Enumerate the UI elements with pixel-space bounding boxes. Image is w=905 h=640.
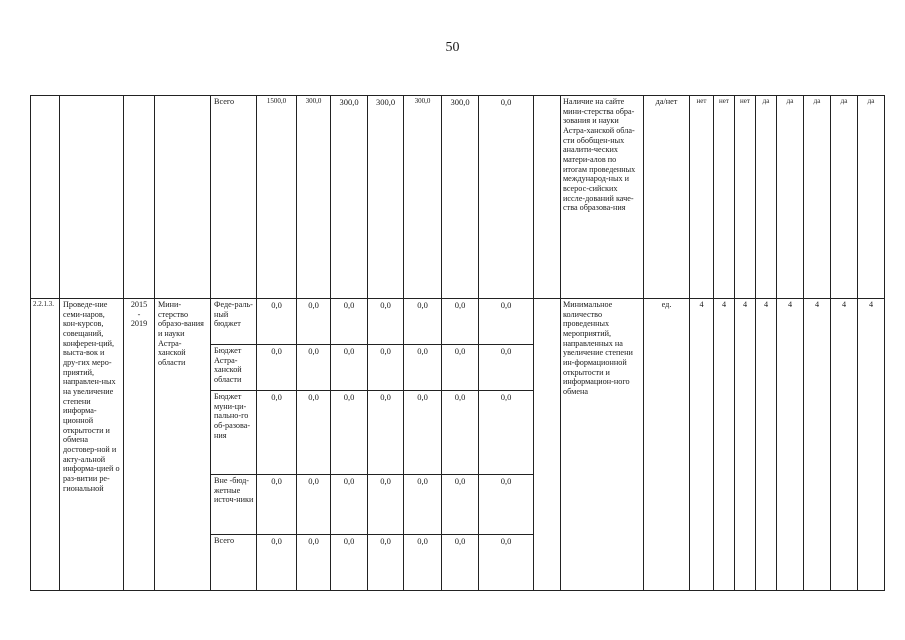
item-name: Проведе-ние семи-наров, кон-курсов, совещаний, конферен-ций, выста-вок и дру-гих меро-приятий, направлен-ных на увеличение степени информа-ционной открытости и обмена достовер-ной и акту-альной информа-цией о раз-витии ре-гиональной <box>60 299 124 591</box>
value-cell: 0,0 <box>331 299 368 345</box>
value-cell: 0,0 <box>479 345 534 391</box>
target-cell: да <box>804 96 831 299</box>
value-cell: 0,0 <box>257 475 297 535</box>
value-cell: 0,0 <box>331 345 368 391</box>
value-cell: 0,0 <box>404 475 442 535</box>
target-cell: 4 <box>777 299 804 591</box>
period-dash: - <box>137 309 141 319</box>
empty-cell <box>60 96 124 299</box>
target-cell: 4 <box>714 299 735 591</box>
value-cell: 0,0 <box>404 391 442 475</box>
source-cell: Бюджет Астра-ханской области <box>211 345 257 391</box>
value-cell: 0,0 <box>368 535 404 591</box>
target-cell: 4 <box>804 299 831 591</box>
value-cell: 0,0 <box>404 535 442 591</box>
value-cell: 0,0 <box>297 299 331 345</box>
value-cell: 300,0 <box>331 96 368 299</box>
value-cell: 1500,0 <box>257 96 297 299</box>
value-cell: 0,0 <box>442 535 479 591</box>
target-cell: да <box>756 96 777 299</box>
value-cell: 0,0 <box>368 391 404 475</box>
source-cell: Вне -бюд-жетные источ-ники <box>211 475 257 535</box>
value-cell: 0,0 <box>257 345 297 391</box>
value-cell: 0,0 <box>331 391 368 475</box>
value-cell: 0,0 <box>368 345 404 391</box>
item-period <box>124 299 155 591</box>
target-cell: нет <box>714 96 735 299</box>
target-cell: нет <box>690 96 714 299</box>
value-cell: 300,0 <box>404 96 442 299</box>
page-number: 50 <box>445 40 460 55</box>
unit-cell: да/нет <box>644 96 690 299</box>
target-cell: 4 <box>756 299 777 591</box>
value-cell: 0,0 <box>257 391 297 475</box>
empty-cell <box>534 96 561 299</box>
value-cell: 0,0 <box>297 391 331 475</box>
value-cell: 0,0 <box>442 345 479 391</box>
value-cell: 0,0 <box>404 345 442 391</box>
item-code: 2.2.1.3. <box>31 299 60 591</box>
value-cell: 0,0 <box>368 299 404 345</box>
value-cell: 0,0 <box>442 475 479 535</box>
source-cell: Всего <box>211 96 257 299</box>
target-cell: да <box>831 96 858 299</box>
value-cell: 0,0 <box>442 391 479 475</box>
value-cell: 0,0 <box>297 475 331 535</box>
value-cell: 0,0 <box>479 96 534 299</box>
empty-cell <box>534 299 561 591</box>
value-cell: 0,0 <box>297 535 331 591</box>
target-cell: да <box>858 96 885 299</box>
value-cell: 0,0 <box>368 475 404 535</box>
indicator-cell: Минимальное количество проведенных мероприятий, направленных на увеличение степени ин-формационной открытости и информацион-ного обмена <box>561 299 644 591</box>
table-row-top <box>31 96 885 299</box>
value-cell: 300,0 <box>297 96 331 299</box>
target-cell: 4 <box>831 299 858 591</box>
value-cell: 0,0 <box>479 535 534 591</box>
empty-cell <box>31 96 60 299</box>
value-cell: 0,0 <box>297 345 331 391</box>
indicator-cell: Наличие на сайте мини-стерства обра-зования и науки Астра-ханской обла-сти обобщен-ных аналити-ческих матери-алов по итогам проведенных международ-ных и всерос-сийских иссле-дований каче-ства образова-ния <box>561 96 644 299</box>
period-end: 2019 <box>130 319 148 329</box>
value-cell: 0,0 <box>479 391 534 475</box>
value-cell: 300,0 <box>442 96 479 299</box>
target-cell: 4 <box>858 299 885 591</box>
unit-cell: ед. <box>644 299 690 591</box>
target-cell: 4 <box>690 299 714 591</box>
target-cell: 4 <box>735 299 756 591</box>
value-cell: 0,0 <box>479 475 534 535</box>
value-cell: 0,0 <box>404 299 442 345</box>
value-cell: 0,0 <box>331 475 368 535</box>
source-cell: Феде-раль-ный бюджет <box>211 299 257 345</box>
target-cell: да <box>777 96 804 299</box>
value-cell: 300,0 <box>368 96 404 299</box>
target-cell: нет <box>735 96 756 299</box>
empty-cell <box>124 96 155 299</box>
source-cell: Бюджет муни-ци-пально-го об-разова-ния <box>211 391 257 475</box>
period-start: 2015 <box>130 300 148 309</box>
value-cell: 0,0 <box>479 299 534 345</box>
empty-cell <box>155 96 211 299</box>
item-executor: Мини-стерство образо-вания и науки Астра-ханской области <box>155 299 211 591</box>
value-cell: 0,0 <box>257 299 297 345</box>
value-cell: 0,0 <box>331 535 368 591</box>
program-table <box>30 95 885 591</box>
table-row-federal <box>31 299 885 345</box>
value-cell: 0,0 <box>257 535 297 591</box>
source-cell: Всего <box>211 535 257 591</box>
value-cell: 0,0 <box>442 299 479 345</box>
